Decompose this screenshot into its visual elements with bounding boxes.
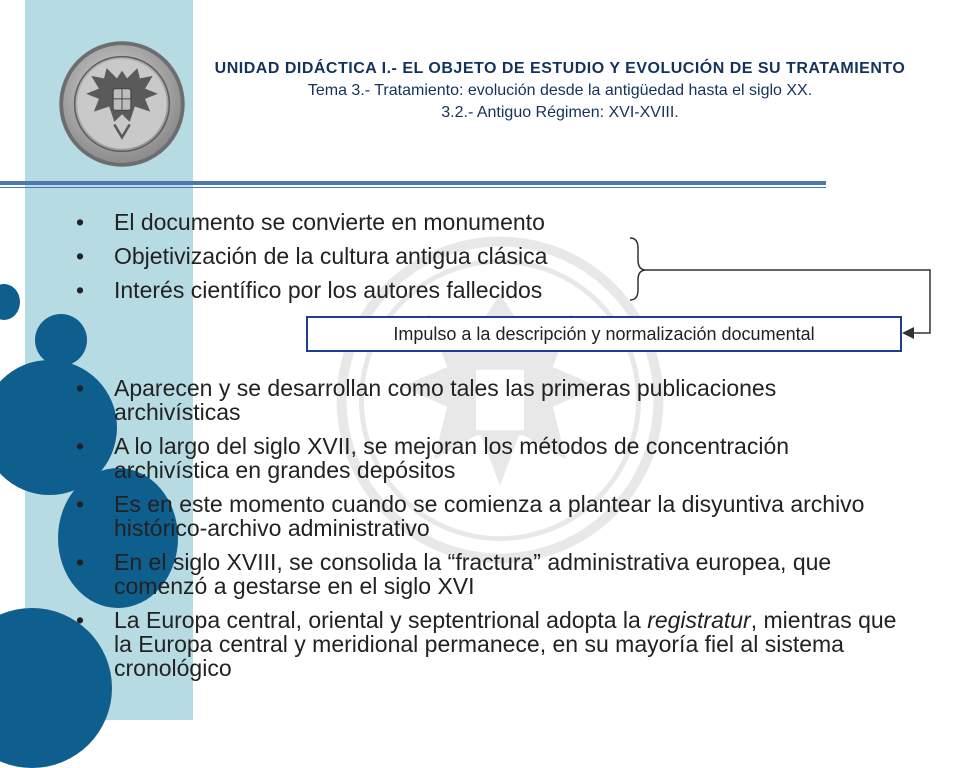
bullet-icon: • bbox=[76, 607, 85, 633]
bullet-list-top bbox=[76, 210, 547, 312]
list-item bbox=[76, 434, 906, 482]
bullet-text: En el siglo XVIII, se consolida la “fractura” administrativa europea, que comenzó a gestarse en el siglo XVI bbox=[114, 549, 832, 599]
bullet-text: El documento se convierte en monumento bbox=[114, 209, 545, 235]
list-item bbox=[76, 550, 906, 598]
bullet-text: Interés científico por los autores fallecidos bbox=[114, 277, 543, 303]
bullet-text: Objetivización de la cultura antigua clásica bbox=[114, 243, 548, 269]
bullet-text bbox=[114, 607, 896, 681]
header-divider-thin bbox=[0, 187, 826, 188]
bullet-icon: • bbox=[76, 433, 85, 459]
callout-box: Impulso a la descripción y normalización documental bbox=[306, 316, 902, 352]
list-item bbox=[76, 376, 906, 424]
decor-circle bbox=[0, 284, 20, 320]
bullet-text-start: La Europa central, oriental y septentrional adopta la bbox=[114, 607, 648, 633]
list-item bbox=[76, 608, 906, 680]
list-item bbox=[76, 244, 547, 278]
bullet-icon: • bbox=[76, 277, 85, 303]
slide-header bbox=[190, 58, 930, 124]
bullet-text-end: , mientras que la Europa central y meridional permanece, en su mayoría fiel al sistema cronológico bbox=[114, 607, 897, 681]
bullet-icon: • bbox=[76, 549, 85, 575]
decor-circle bbox=[35, 314, 87, 366]
list-item bbox=[76, 492, 906, 540]
topic-line: Tema 3.- Tratamiento: evolución desde la antigüedad hasta el siglo XX. bbox=[307, 82, 813, 99]
bullet-text: Aparecen y se desarrollan como tales las primeras publicaciones archivísticas bbox=[114, 375, 777, 425]
bullet-icon: • bbox=[76, 491, 85, 517]
bullet-icon: • bbox=[76, 375, 85, 401]
bullet-icon: • bbox=[76, 243, 85, 269]
bullet-icon: • bbox=[76, 209, 85, 235]
university-seal-icon bbox=[58, 40, 186, 168]
list-item bbox=[76, 210, 547, 244]
list-item bbox=[76, 278, 547, 312]
bullet-text: A lo largo del siglo XVII, se mejoran los métodos de concentración archivística en grandes depósitos bbox=[114, 433, 790, 483]
bullet-list-bottom bbox=[76, 376, 906, 690]
bullet-text: Es en este momento cuando se comienza a plantear la disyuntiva archivo histórico-archivo administrativo bbox=[114, 491, 865, 541]
italic-term: registratur bbox=[647, 607, 751, 633]
header-divider bbox=[0, 181, 826, 185]
subtopic-line: 3.2.- Antiguo Régimen: XVI-XVIII. bbox=[441, 104, 679, 121]
unit-title: UNIDAD DIDÁCTICA I.- EL OBJETO DE ESTUDIO Y EVOLUCIÓN DE SU TRATAMIENTO bbox=[214, 60, 906, 77]
